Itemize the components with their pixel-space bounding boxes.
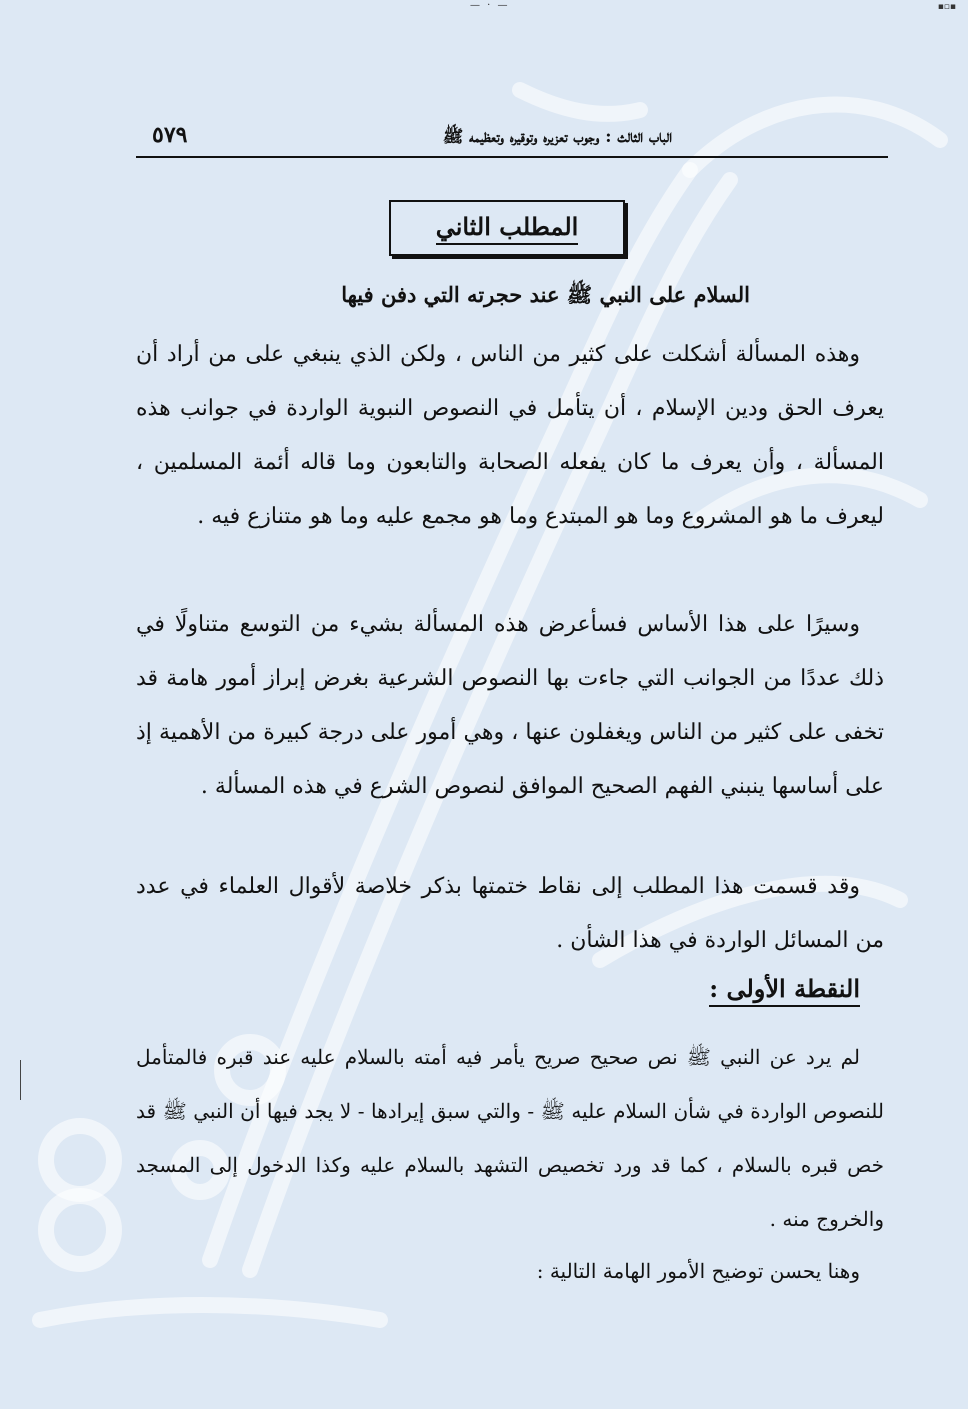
- section-subtitle: السلام على النبي ﷺ عند حجرته التي دفن فيها: [341, 282, 750, 307]
- paragraph-text: لم يرد عن النبي ﷺ نص صحيح صريح يأمر فيه أمته بالسلام عليه عند قبره فالمتأمل للنصوص الواردة في شأن السلام عليه ﷺ - والتي سبق إيرادها - لا يجد فيها أن النبي ﷺ قد خص قبره بالسلام ، كما قد ورد تخصيص التشهد بالسلام عليه وكذا الدخول إلى المسجد والخروج منه .: [136, 1045, 884, 1231]
- paragraph-2: [136, 598, 884, 814]
- paragraph-text: وقد قسمت هذا المطلب إلى نقاط ختمتها بذكر خلاصة لأقوال العلماء في عدد من المسائل الواردة في هذا الشأن .: [136, 874, 884, 953]
- running-head: الباب الثالث : وجوب تعزيره وتوقيره وتعظيمه ﷺ: [442, 127, 672, 147]
- paragraph-3: [136, 860, 884, 968]
- page-header: [136, 120, 888, 158]
- paragraph-1: [136, 328, 884, 544]
- page-number: ٥٧٩: [152, 122, 188, 148]
- point-heading: النقطة الأولى :: [709, 974, 860, 1007]
- point-paragraph-2: [136, 1244, 884, 1298]
- paragraph-text: وهنا يحسن توضيح الأمور الهامة التالية :: [536, 1259, 860, 1283]
- section-title: المطلب الثاني: [436, 212, 579, 245]
- scan-edge-mark: [20, 1060, 21, 1100]
- scan-mark-corner: ▪▫▪: [937, 2, 956, 12]
- paragraph-text: وسيرًا على هذا الأساس فسأعرض هذه المسألة بشيء من التوسع متناولًا في ذلك عددًا من الجوانب التي جاءت بها النصوص الشرعية بغرض إبراز أمور هامة قد تخفى على كثير من الناس ويغفلون عنها ، وهي أمور على درجة كبيرة من الأهمية إذ على أساسها ينبني الفهم الصحيح الموافق لنصوص الشرع في هذه المسألة .: [136, 612, 884, 799]
- point-paragraph-1: [136, 1030, 884, 1246]
- section-title-box: [389, 200, 625, 256]
- scan-mark-top: — · —: [470, 0, 510, 11]
- paragraph-text: وهذه المسألة أشكلت على كثير من الناس ، ولكن الذي ينبغي على من أراد أن يعرف الحق ودين الإسلام ، أن يتأمل في النصوص النبوية الواردة في جوانب هذه المسألة ، وأن يعرف ما كان يفعله الصحابة والتابعون وما قاله أئمة المسلمين ، ليعرف ما هو المشروع وما هو المبتدع وما هو مجمع عليه وما هو متنازع فيه .: [136, 342, 884, 529]
